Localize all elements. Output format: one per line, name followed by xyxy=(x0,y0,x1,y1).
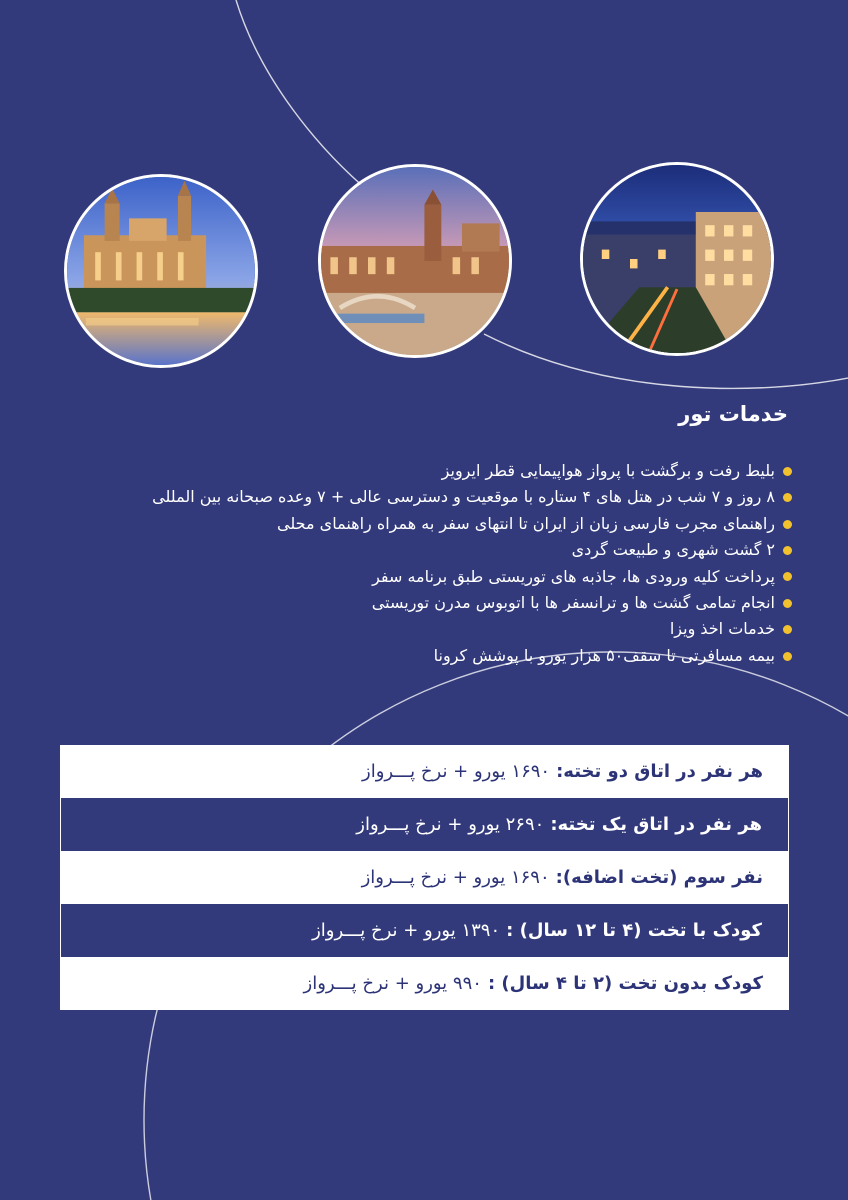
price-value: ۲۶۹۰ یورو + نرخ پـــرواز xyxy=(356,814,545,835)
price-label: نفر سوم (تخت اضافه): xyxy=(555,867,763,888)
service-item: ۲ گشت شهری و طبیعت گردی xyxy=(52,537,792,563)
price-value: ۹۹۰ یورو + نرخ پـــرواز xyxy=(303,973,482,994)
service-item: بلیط رفت و برگشت با پرواز هواپیمایی قطر ایرویز xyxy=(52,458,792,484)
service-item: انجام تمامی گشت ها و ترانسفر ها با اتوبوس مدرن توریستی xyxy=(52,590,792,616)
service-item: راهنمای مجرب فارسی زبان از ایران تا انتهای سفر به همراه راهنمای محلی xyxy=(52,511,792,537)
bullet-icon xyxy=(783,520,792,529)
bullet-icon xyxy=(783,652,792,661)
price-row-single-room xyxy=(60,798,789,851)
price-value: ۱۶۹۰ یورو + نرخ پـــرواز xyxy=(361,867,550,888)
bullet-icon xyxy=(783,493,792,502)
price-row-double-room xyxy=(60,745,789,798)
service-item: ۸ روز و ۷ شب در هتل های ۴ ستاره با موقعیت و دسترسی عالی + ۷ وعده صبحانه بین المللی xyxy=(52,484,792,510)
bullet-icon xyxy=(783,546,792,555)
bullet-icon xyxy=(783,599,792,608)
price-row-child-no-bed xyxy=(60,957,789,1010)
price-label: هر نفر در اتاق دو تخته: xyxy=(556,761,763,782)
price-row-child-with-bed xyxy=(60,904,789,957)
price-label: کودک بدون تخت (۲ تا ۴ سال) : xyxy=(487,973,763,994)
price-row-extra-bed xyxy=(60,851,789,904)
price-label: هر نفر در اتاق یک تخته: xyxy=(550,814,762,835)
bullet-icon xyxy=(783,467,792,476)
price-value: ۱۶۹۰ یورو + نرخ پـــرواز xyxy=(362,761,551,782)
service-item: بیمه مسافرتی تا سقف۵۰ هزار یورو با پوشش کرونا xyxy=(52,643,792,669)
bullet-icon xyxy=(783,572,792,581)
services-list xyxy=(52,458,792,669)
price-value: ۱۳۹۰ یورو + نرخ پـــرواز xyxy=(312,920,501,941)
seville-plaza-photo xyxy=(318,164,512,358)
bullet-icon xyxy=(783,625,792,634)
price-table xyxy=(60,745,789,1010)
palma-cathedral-photo xyxy=(64,174,258,368)
services-title: خدمات تور xyxy=(678,402,788,426)
service-item: خدمات اخذ ویزا xyxy=(52,616,792,642)
city-night-photo xyxy=(580,162,774,356)
service-item: پرداخت کلیه ورودی ها، جاذبه های توریستی طبق برنامه سفر xyxy=(52,564,792,590)
price-label: کودک با تخت (۴ تا ۱۲ سال) : xyxy=(506,920,762,941)
